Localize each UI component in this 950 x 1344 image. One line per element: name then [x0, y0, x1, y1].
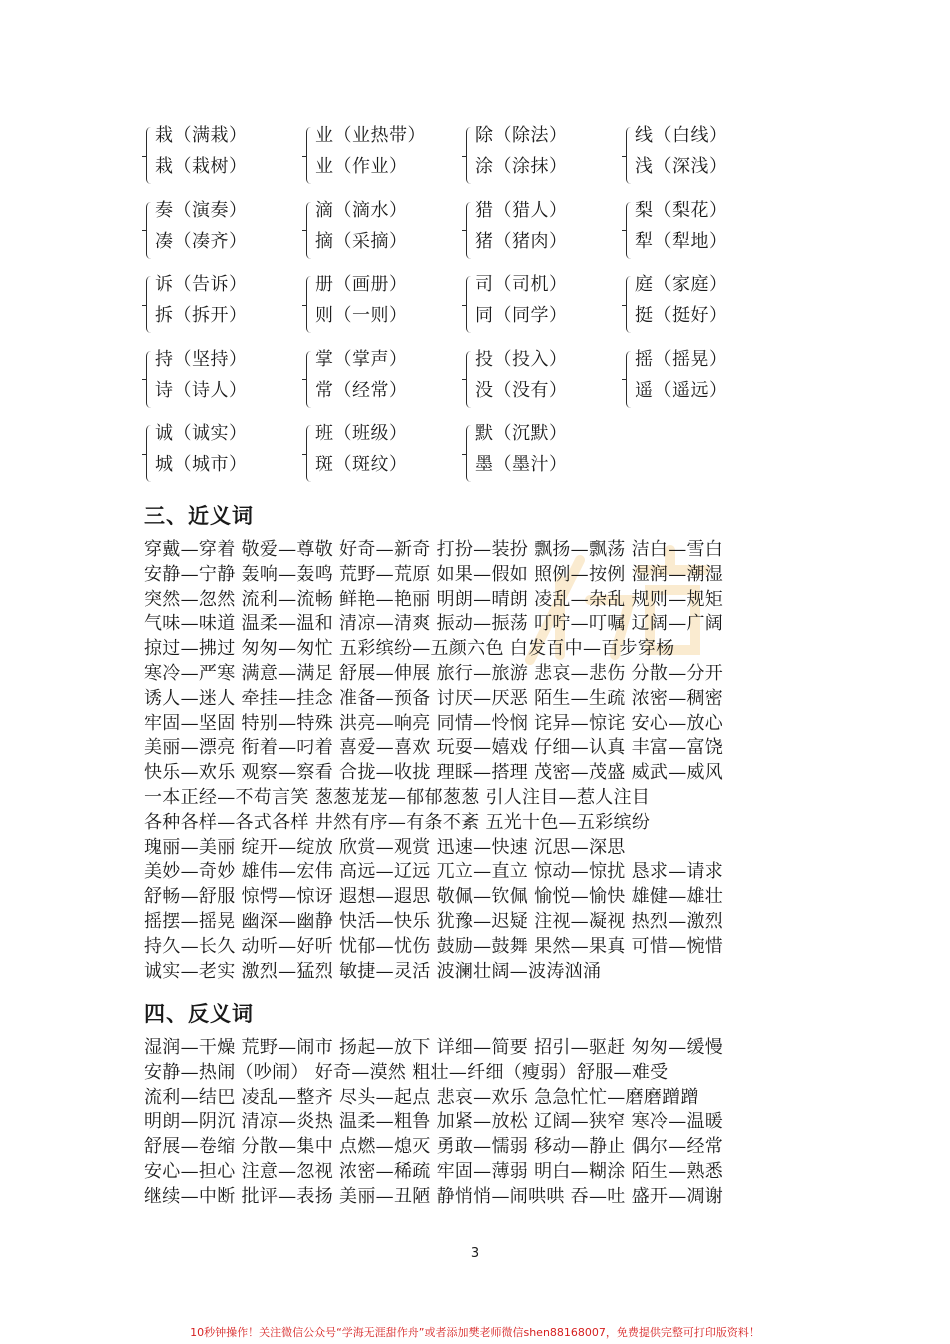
pair-lines	[635, 195, 728, 269]
brace-icon	[146, 351, 154, 408]
pair-lines	[315, 344, 408, 418]
brace-icon	[306, 351, 314, 408]
synonym-line: 舒畅—舒服 惊愕—惊讶 遐想—遐思 敬佩—钦佩 愉悦—愉快 雄健—雄壮	[144, 886, 724, 908]
character-pair	[466, 195, 626, 269]
brace-icon	[306, 425, 314, 482]
pair-word: 猪（猪肉）	[475, 230, 568, 252]
synonym-line: 诚实—老实 激烈—猛烈 敏捷—灵活 波澜壮阔—波涛汹涌	[144, 960, 602, 982]
pair-lines	[475, 344, 568, 418]
antonym-line: 舒展—卷缩 分散—集中 点燃—熄灭 勇敢—懦弱 移动—静止 偶尔—经常	[144, 1136, 724, 1158]
brace-icon	[626, 276, 634, 333]
pair-word: 常（经常）	[315, 379, 408, 401]
brace-icon	[306, 127, 314, 184]
pair-word: 持（坚持）	[155, 348, 248, 370]
pair-word: 没（没有）	[475, 379, 568, 401]
character-pair	[306, 344, 466, 418]
brace-icon	[466, 425, 474, 482]
pair-row	[146, 269, 806, 343]
character-pair-grid	[146, 120, 806, 493]
character-pair	[626, 269, 786, 343]
pair-word: 城（城市）	[155, 454, 248, 475]
pair-word: 犁（犁地）	[635, 230, 728, 252]
pair-word: 栽（满栽）	[155, 125, 248, 146]
character-pair	[146, 418, 306, 492]
pair-word: 线（白线）	[635, 125, 728, 146]
pair-word: 庭（家庭）	[635, 274, 728, 295]
pair-word: 奏（演奏）	[155, 199, 248, 221]
character-pair	[146, 120, 306, 194]
character-pair	[306, 120, 466, 194]
pair-word: 司（司机）	[475, 274, 568, 295]
pair-word: 凑（凑齐）	[155, 230, 248, 252]
pair-lines	[315, 418, 408, 492]
pair-word: 滴（滴水）	[315, 199, 408, 221]
synonym-line: 摇摆—摇晃 幽深—幽静 快活—快乐 犹豫—迟疑 注视—凝视 热烈—激烈	[144, 910, 724, 932]
synonym-line: 瑰丽—美丽 绽开—绽放 欣赏—观赏 迅速—快速 沉思—深思	[144, 836, 626, 858]
character-pair	[626, 195, 786, 269]
synonym-line: 美妙—奇妙 雄伟—宏伟 高远—辽远 兀立—直立 惊动—惊扰 恳求—请求	[144, 861, 724, 883]
synonym-line: 持久—长久 动听—好听 忧郁—忧伤 鼓励—鼓舞 果然—果真 可惜—惋惜	[144, 935, 724, 957]
brace-icon	[146, 202, 154, 259]
character-pair	[146, 195, 306, 269]
synonym-line: 一本正经—不苟言笑 葱葱茏茏—郁郁葱葱 引人注目—惹人注目	[144, 786, 651, 808]
character-pair	[466, 269, 626, 343]
brace-icon	[626, 202, 634, 259]
pair-word: 业（业热带）	[315, 125, 426, 146]
antonym-line: 安静—热闹（吵闹） 好奇—漠然 粗壮—纤细（瘦弱）舒服—难受	[144, 1061, 669, 1083]
pair-lines	[155, 418, 248, 492]
pair-word: 默（沉默）	[475, 423, 568, 444]
pair-word: 诉（告诉）	[155, 274, 248, 295]
section-title-synonyms: 三、近义词	[144, 504, 254, 528]
pair-word: 猎（猎人）	[475, 199, 568, 221]
pair-word: 掌（掌声）	[315, 348, 408, 370]
synonym-line: 气味—味道 温柔—温和 清凉—清爽 振动—振荡 叮咛—叮嘱 辽阔—广阔	[144, 613, 724, 635]
pair-word: 拆（拆开）	[155, 305, 248, 326]
brace-icon	[146, 276, 154, 333]
pair-word: 诚（诚实）	[155, 423, 248, 444]
antonym-line: 继续—中断 批评—表扬 美丽—丑陋 静悄悄—闹哄哄 吞—吐 盛开—凋谢	[144, 1185, 724, 1207]
brace-icon	[146, 425, 154, 482]
pair-lines	[635, 344, 728, 418]
pair-word: 涂（涂抹）	[475, 156, 568, 177]
pair-word: 梨（梨花）	[635, 199, 728, 221]
pair-word: 栽（栽树）	[155, 156, 248, 177]
character-pair	[626, 120, 786, 194]
pair-lines	[635, 120, 728, 194]
antonym-line: 安心—担心 注意—忽视 浓密—稀疏 牢固—薄弱 明白—糊涂 陌生—熟悉	[144, 1160, 724, 1182]
brace-icon	[306, 276, 314, 333]
pair-lines	[475, 195, 568, 269]
section-title-antonyms: 四、反义词	[144, 1002, 254, 1026]
character-pair	[306, 269, 466, 343]
antonym-line: 明朗—阴沉 清凉—炎热 温柔—粗鲁 加紧—放松 辽阔—狭窄 寒冷—温暖	[144, 1111, 724, 1133]
pair-word: 斑（斑纹）	[315, 454, 408, 475]
pair-row	[146, 344, 806, 418]
synonym-line: 安静—宁静 轰响—轰鸣 荒野—荒原 如果—假如 照例—按例 湿润—潮湿	[144, 563, 724, 585]
character-pair	[306, 195, 466, 269]
pair-lines	[315, 269, 408, 343]
synonym-line: 寒冷—严寒 满意—满足 舒展—伸展 旅行—旅游 悲哀—悲伤 分散—分开	[144, 662, 724, 684]
pair-word: 同（同学）	[475, 305, 568, 326]
brace-icon	[146, 127, 154, 184]
character-pair	[466, 344, 626, 418]
pair-word: 诗（诗人）	[155, 379, 248, 401]
pair-word: 摘（采摘）	[315, 230, 408, 252]
synonym-line: 美丽—漂亮 衔着—叼着 喜爱—喜欢 玩耍—嬉戏 仔细—认真 丰富—富饶	[144, 737, 724, 759]
pair-word: 投（投入）	[475, 348, 568, 370]
brace-icon	[466, 351, 474, 408]
page-number: 3	[470, 1246, 480, 1261]
synonym-line: 各种各样—各式各样 井然有序—有条不紊 五光十色—五彩缤纷	[144, 811, 651, 833]
brace-icon	[466, 202, 474, 259]
antonym-line: 湿润—干燥 荒野—闹市 扬起—放下 详细—简要 招引—驱赶 匆匆—缓慢	[144, 1037, 724, 1058]
pair-word: 挺（挺好）	[635, 305, 728, 326]
brace-icon	[306, 202, 314, 259]
pair-lines	[155, 269, 248, 343]
pair-lines	[315, 120, 426, 194]
brace-icon	[626, 351, 634, 408]
synonym-line: 穿戴—穿着 敬爱—尊敬 好奇—新奇 打扮—装扮 飘扬—飘荡 洁白—雪白	[144, 539, 724, 560]
character-pair	[626, 344, 786, 418]
pair-lines	[155, 120, 248, 194]
pair-lines	[635, 269, 728, 343]
pair-word: 业（作业）	[315, 156, 408, 177]
character-pair	[466, 418, 626, 492]
antonym-line: 流利—结巴 凌乱—整齐 尽头—起点 悲哀—欢乐 急急忙忙—磨磨蹭蹭	[144, 1086, 699, 1108]
synonym-list	[144, 538, 784, 984]
synonym-line: 快乐—欢乐 观察—察看 合拢—收拢 理睬—搭理 茂密—茂盛 威武—威风	[144, 762, 724, 784]
pair-lines	[475, 269, 568, 343]
pair-row	[146, 418, 806, 492]
pair-lines	[155, 195, 248, 269]
pair-lines	[315, 195, 408, 269]
synonym-line: 诱人—迷人 牵挂—挂念 准备—预备 讨厌—厌恶 陌生—生疏 浓密—稠密	[144, 687, 724, 709]
pair-word: 册（画册）	[315, 274, 408, 295]
character-pair	[306, 418, 466, 492]
pair-lines	[475, 120, 568, 194]
pair-word: 则（一则）	[315, 305, 408, 326]
character-pair	[146, 269, 306, 343]
pair-word: 墨（墨汁）	[475, 454, 568, 475]
pair-lines	[155, 344, 248, 418]
footer-notice: 10秒钟操作！关注微信公众号“学海无涯甜作舟”或者添加樊老师微信shen88168007，免费提供完整可打印版资料！	[190, 1326, 760, 1339]
pair-word: 班（班级）	[315, 423, 408, 444]
brace-icon	[466, 276, 474, 333]
brace-icon	[626, 127, 634, 184]
pair-word: 摇（摇晃）	[635, 348, 728, 370]
antonym-list	[144, 1036, 784, 1210]
synonym-line: 突然—忽然 流利—流畅 鲜艳—艳丽 明朗—晴朗 凌乱—杂乱 规则—规矩	[144, 588, 724, 610]
pair-lines	[475, 418, 568, 492]
synonym-line: 牢固—坚固 特别—特殊 洪亮—响亮 同情—怜悯 诧异—惊诧 安心—放心	[144, 712, 724, 734]
character-pair	[146, 344, 306, 418]
pair-word: 除（除法）	[475, 125, 568, 146]
character-pair	[466, 120, 626, 194]
synonym-line: 掠过—拂过 匆匆—匆忙 五彩缤纷—五颜六色 白发百中—百步穿杨	[144, 638, 675, 660]
pair-word: 浅（深浅）	[635, 156, 728, 177]
pair-row	[146, 120, 806, 194]
pair-word: 遥（遥远）	[635, 379, 728, 401]
pair-row	[146, 195, 806, 269]
brace-icon	[466, 127, 474, 184]
